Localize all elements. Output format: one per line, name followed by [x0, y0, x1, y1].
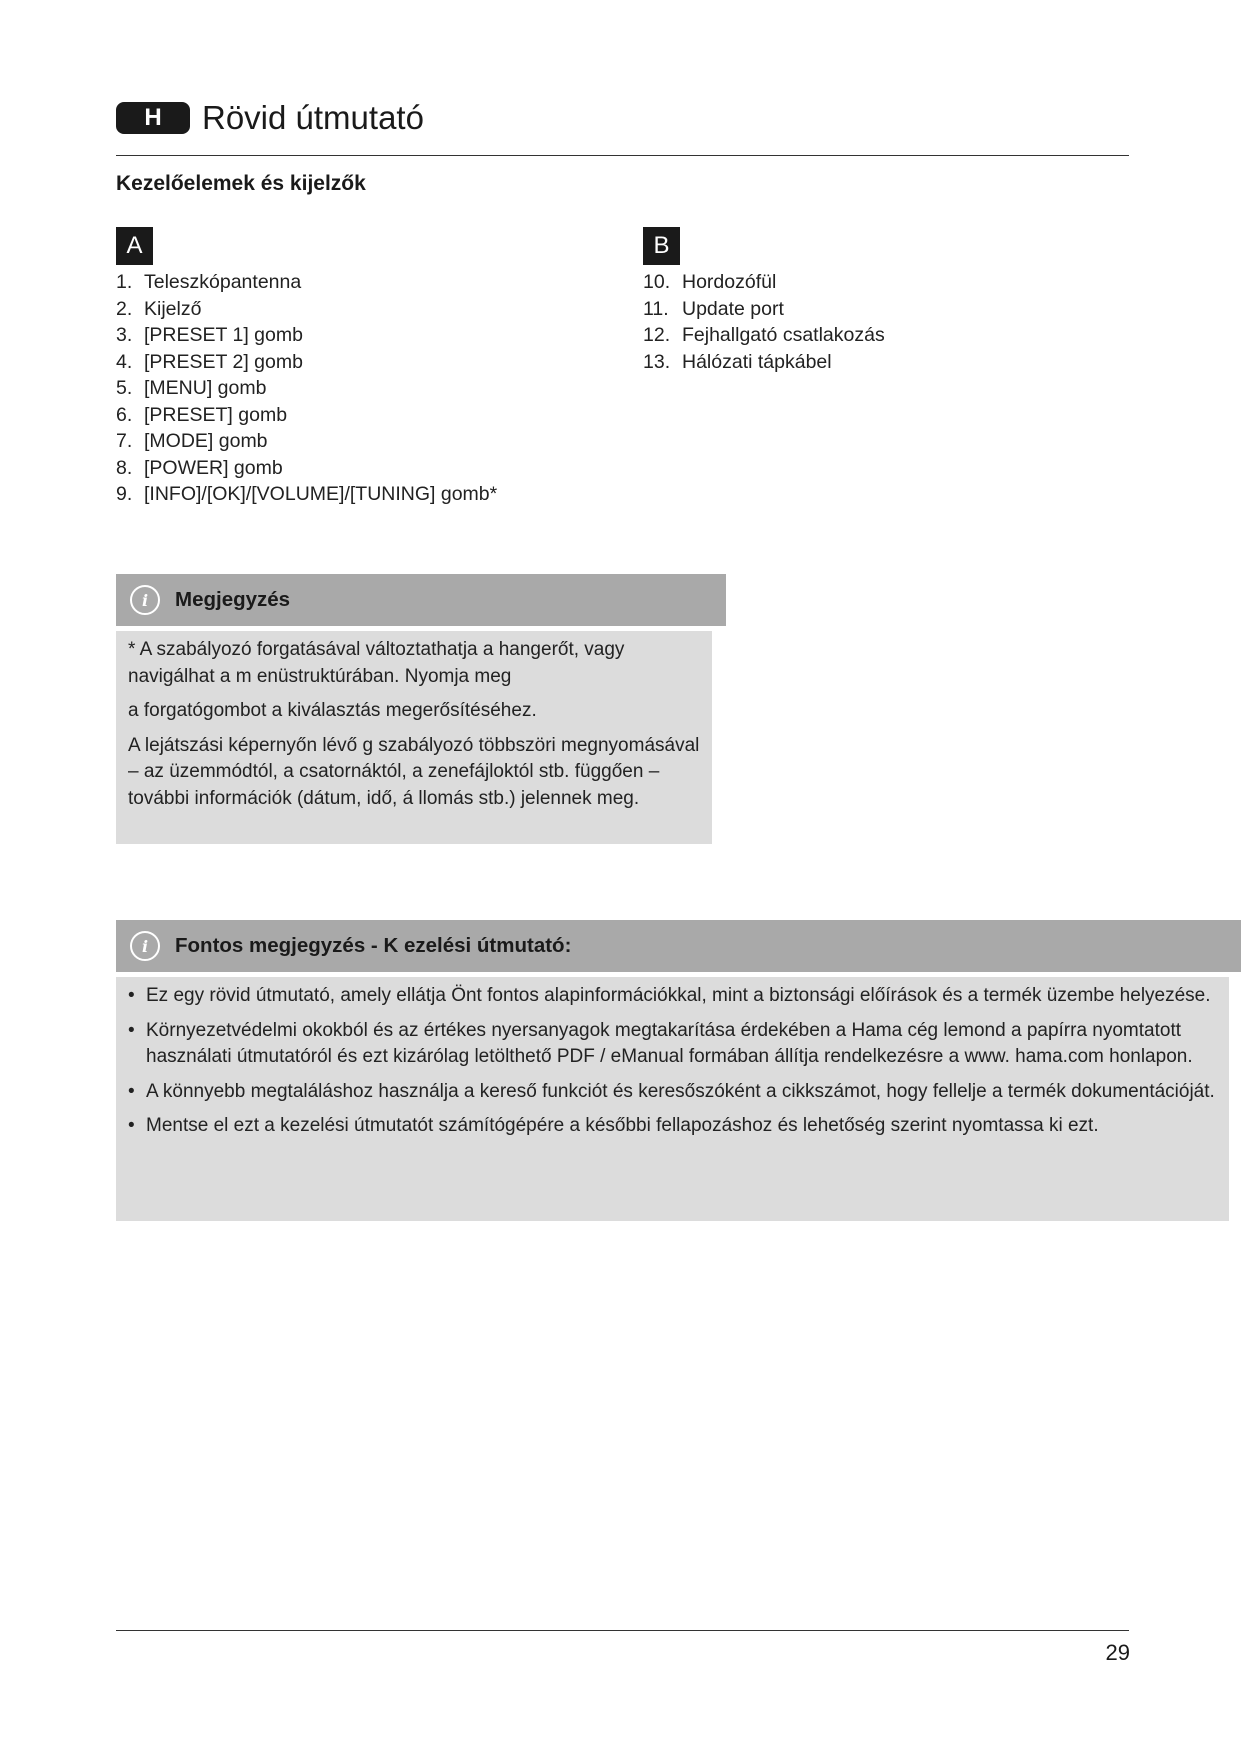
- item-number: 2.: [116, 297, 133, 320]
- note-title: Megjegyzés: [175, 588, 291, 611]
- section-title: Kezelőelemek és kijelzők: [116, 172, 366, 195]
- note-paragraph: A lejátszási képernyőn lévő g szabályozó többszöri megnyomásával – az üzemmódtól, a csatornáktól, a zenefájloktól stb. függően – további információk (dátum, idő, á llomás stb.) jelennek meg.: [128, 734, 700, 809]
- bullet-text: Mentse el ezt a kezelési útmutatót számítógépére a későbbi fellapozáshoz és lehetőség szerint nyomtassa ki ezt.: [146, 1115, 1099, 1136]
- note-paragraph: a forgatógombot a kiválasztás megerősítéséhez.: [128, 700, 537, 721]
- important-bullet-list: [116, 983, 1225, 1140]
- item-text: [MODE] gomb: [144, 430, 268, 452]
- item-number: 1.: [116, 271, 133, 293]
- section-label-a: A: [116, 227, 153, 265]
- bullet-text: Környezetvédelmi okokból és az értékes nyersanyagok megtakarítása érdekében a Hama cég lemond a papírra nyomtatott használati útmutatóról és ezt kizárólag letölthető PDF / eManual formában állítja rendelkezésre a www. hama.com honlapon.: [146, 1019, 1193, 1067]
- page-header: [116, 96, 424, 140]
- parts-list-b: [643, 269, 885, 375]
- item-number: 13.: [643, 350, 671, 373]
- note-body: [116, 631, 712, 844]
- item-number: 6.: [116, 403, 133, 426]
- list-item: [116, 428, 497, 455]
- item-text: Hordozófül: [682, 271, 777, 293]
- section-label-b: B: [643, 227, 680, 265]
- parts-list-a: [116, 269, 497, 508]
- item-number: 9.: [116, 483, 133, 505]
- item-number: 3.: [116, 324, 133, 346]
- item-number: 4.: [116, 350, 133, 373]
- item-number: 5.: [116, 377, 133, 399]
- item-number: 7.: [116, 430, 133, 452]
- item-text: [POWER] gomb: [144, 456, 283, 479]
- list-item: [116, 349, 497, 376]
- item-number: 12.: [643, 324, 671, 346]
- bullet-item: [116, 1079, 1225, 1106]
- list-item: [116, 402, 497, 429]
- item-number: 11.: [643, 297, 669, 320]
- list-item: [116, 296, 497, 323]
- list-item: [116, 322, 497, 349]
- page-number: 29: [1105, 1640, 1130, 1665]
- bullet-text: A könnyebb megtaláláshoz használja a kereső funkciót és keresőszóként a cikkszámot, hogy fellelje a termék dokumentációját.: [146, 1080, 1215, 1102]
- note-paragraph: * A szabályozó forgatásával változtathatja a hangerőt, vagy navigálhat a m enüstruktúrában. Nyomja meg: [128, 639, 625, 687]
- list-item: [116, 375, 497, 402]
- important-note-title: Fontos megjegyzés - K ezelési útmutató:: [175, 934, 572, 957]
- page-title: Rövid útmutató: [202, 99, 424, 136]
- header-divider: [116, 155, 1129, 156]
- list-item: [643, 296, 885, 323]
- item-text: Hálózati tápkábel: [682, 350, 832, 373]
- item-text: [PRESET 2] gomb: [144, 350, 303, 373]
- item-text: Fejhallgató csatlakozás: [682, 324, 885, 346]
- bullet-symbol: •: [128, 1080, 135, 1102]
- info-icon: i: [130, 931, 160, 961]
- list-item: [116, 481, 497, 508]
- list-item: [643, 322, 885, 349]
- footer-divider: [116, 1630, 1129, 1631]
- list-item: [643, 349, 885, 376]
- item-text: [PRESET] gomb: [144, 403, 288, 426]
- item-text: Kijelző: [144, 297, 202, 320]
- important-note-body: [116, 977, 1229, 1221]
- bullet-text: Ez egy rövid útmutató, amely ellátja Önt fontos alapinformációkkal, mint a biztonsági előírások és a termék üzembe helyezése.: [146, 985, 1211, 1006]
- item-text: [PRESET 1] gomb: [144, 324, 303, 346]
- item-number: 10.: [643, 271, 671, 293]
- item-text: Update port: [682, 297, 784, 320]
- info-icon: i: [130, 585, 160, 615]
- bullet-item: [116, 1018, 1225, 1071]
- item-number: 8.: [116, 456, 133, 479]
- list-item: [643, 269, 885, 296]
- bullet-item: [116, 983, 1225, 1010]
- item-text: [MENU] gomb: [144, 377, 267, 399]
- bullet-symbol: •: [128, 1115, 135, 1136]
- bullet-symbol: •: [128, 1019, 135, 1041]
- list-item: [116, 269, 497, 296]
- item-text: Teleszkópantenna: [144, 271, 302, 293]
- important-note-header: [116, 920, 1241, 972]
- list-item: [116, 455, 497, 482]
- language-badge: H: [116, 102, 190, 134]
- bullet-symbol: •: [128, 985, 135, 1006]
- item-text: [INFO]/[OK]/[VOLUME]/[TUNING] gomb*: [144, 483, 498, 505]
- note-header: [116, 574, 726, 626]
- bullet-item: [116, 1113, 1225, 1140]
